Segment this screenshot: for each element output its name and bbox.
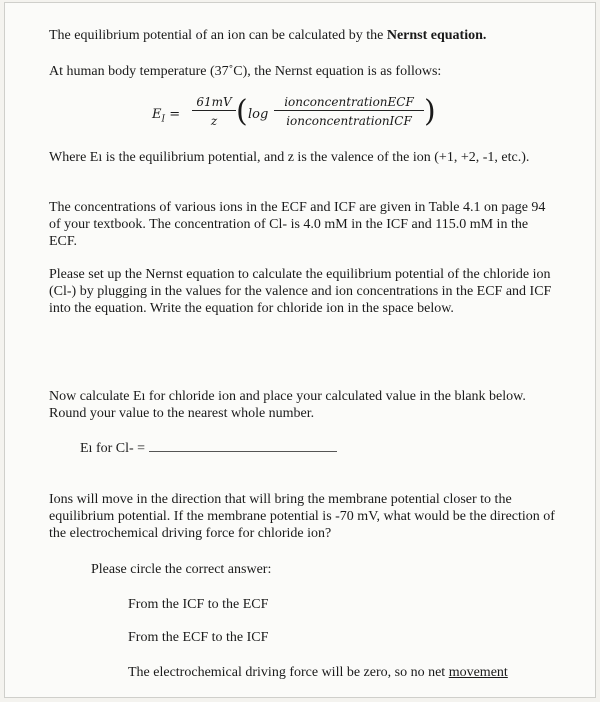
concentration-denominator: ionconcentrationICF: [286, 114, 412, 128]
circle-prompt: Please circle the correct answer:: [91, 562, 272, 577]
log-term: log: [248, 107, 269, 122]
coefficient-denominator: z: [210, 114, 218, 128]
answer-line: [80, 439, 480, 457]
nernst-equation: [152, 93, 452, 137]
coefficient-fraction: [192, 95, 236, 128]
answer-blank[interactable]: [149, 439, 337, 452]
concentration-fraction: [274, 95, 424, 128]
concentrations-text: The concentrations of various ions in the ECF and ICF are given in Table 4.1 on page 94 of your textbook. The concentration of Cl- is 4.0 mM in the ICF and 115.0 mM in the ECF.: [49, 200, 546, 249]
option-icf-to-ecf[interactable]: From the ICF to the ECF: [128, 597, 269, 612]
worksheet-page: [4, 2, 596, 698]
option-ecf-to-icf[interactable]: From the ECF to the ICF: [128, 630, 269, 645]
nernst-equation-term: Nernst equation.: [386, 28, 487, 43]
intro-line-1: [49, 27, 559, 44]
option-zero-underlined: movement: [448, 665, 508, 680]
setup-instruction: Please set up the Nernst equation to calculate the equilibrium potential of the chloride ion (Cl-) by plugging in the values for the valence and ion concentrations in the ECF and ICF into the equation. Write the equation for chloride ion in the space below.: [49, 267, 552, 316]
close-paren: ): [424, 94, 436, 129]
calc-instruction: Now calculate Eı for chloride ion and place your calculated value in the blank below. Round your value to the nearest whole number.: [49, 389, 526, 421]
coefficient-numerator: 61mV: [192, 95, 236, 111]
equation-lhs: $E_I$ =: [152, 107, 181, 125]
intro-text: The equilibrium potential of an ion can be calculated by the: [49, 28, 387, 43]
answer-label: Eı for Cl- =: [80, 441, 146, 456]
option-zero-text: The electrochemical driving force will be zero, so no net: [128, 665, 449, 680]
definition-text: Where Eı is the equilibrium potential, and z is the valence of the ion (+1, +2, -1, etc.).: [49, 150, 530, 165]
intro-line-2: At human body temperature (37˚C), the Nernst equation is as follows:: [49, 64, 442, 79]
open-paren: (: [236, 94, 248, 129]
option-zero-force[interactable]: [128, 664, 568, 681]
concentration-numerator: ionconcentrationECF: [274, 95, 424, 111]
driving-question: Ions will move in the direction that will bring the membrane potential closer to the equilibrium potential. If the membrane potential is -70 mV, what would be the direction of the electrochemical driving force for chloride ion?: [49, 492, 555, 541]
